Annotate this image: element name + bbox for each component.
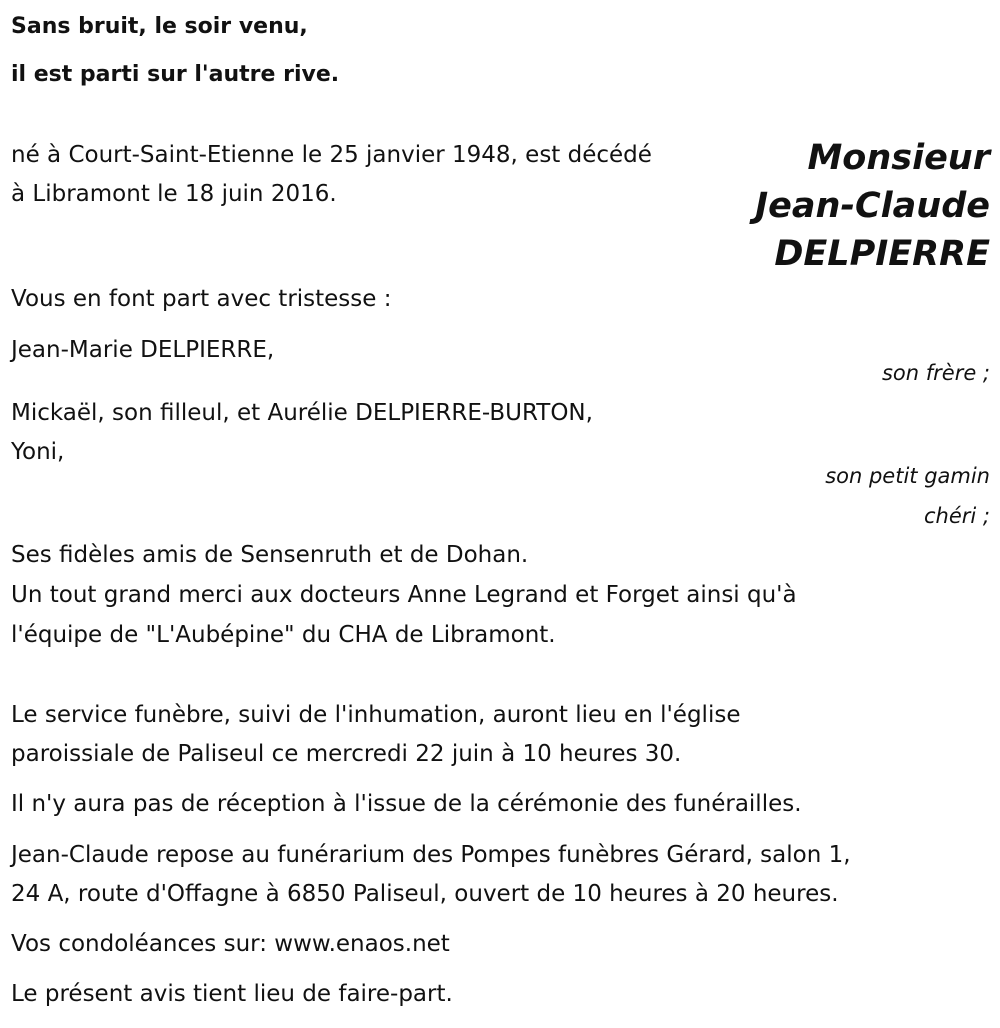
deceased-first-name: Jean-Claude [755,186,990,226]
epigraph-line-1: Sans bruit, le soir venu, [11,14,308,39]
family-member-brother: Jean-Marie DELPIERRE, [11,337,275,363]
deceased-name-block [755,134,990,278]
family-member-godson: Mickaël, son filleul, et Aurélie DELPIERRE-BURTON, [11,400,593,426]
thanks-line-2: l'équipe de "L'Aubépine" du CHA de Libramont. [11,622,556,648]
relation-petit-gamin: son petit gamin [825,464,990,488]
reception-line: Il n'y aura pas de réception à l'issue de la cérémonie des funérailles. [11,791,802,817]
service-line-2: paroissiale de Paliseul ce mercredi 22 juin à 10 heures 30. [11,741,682,767]
birth-death-line-2: à Libramont le 18 juin 2016. [11,181,337,207]
condolences-line: Vos condoléances sur: www.enaos.net [11,931,450,957]
epigraph-line-2: il est parti sur l'autre rive. [11,62,340,87]
announcement: Vous en font part avec tristesse : [11,286,392,312]
birth-death-line-1: né à Court-Saint-Etienne le 25 janvier 1948, est décédé [11,142,652,168]
closing-line: Le présent avis tient lieu de faire-part. [11,981,453,1007]
deceased-title: Monsieur [807,138,990,178]
relation-cheri: chéri ; [924,504,990,528]
thanks-line-1: Un tout grand merci aux docteurs Anne Legrand et Forget ainsi qu'à [11,582,797,608]
family-member-yoni: Yoni, [11,439,65,465]
deceased-last-name: DELPIERRE [774,234,990,274]
service-line-1: Le service funèbre, suivi de l'inhumation, auront lieu en l'église [11,702,741,728]
funerarium-line-2: 24 A, route d'Offagne à 6850 Paliseul, ouvert de 10 heures à 20 heures. [11,881,839,907]
funerarium-line-1: Jean-Claude repose au funérarium des Pompes funèbres Gérard, salon 1, [11,842,851,868]
relation-brother: son frère ; [881,361,990,385]
friends-line: Ses fidèles amis de Sensenruth et de Dohan. [11,542,529,568]
